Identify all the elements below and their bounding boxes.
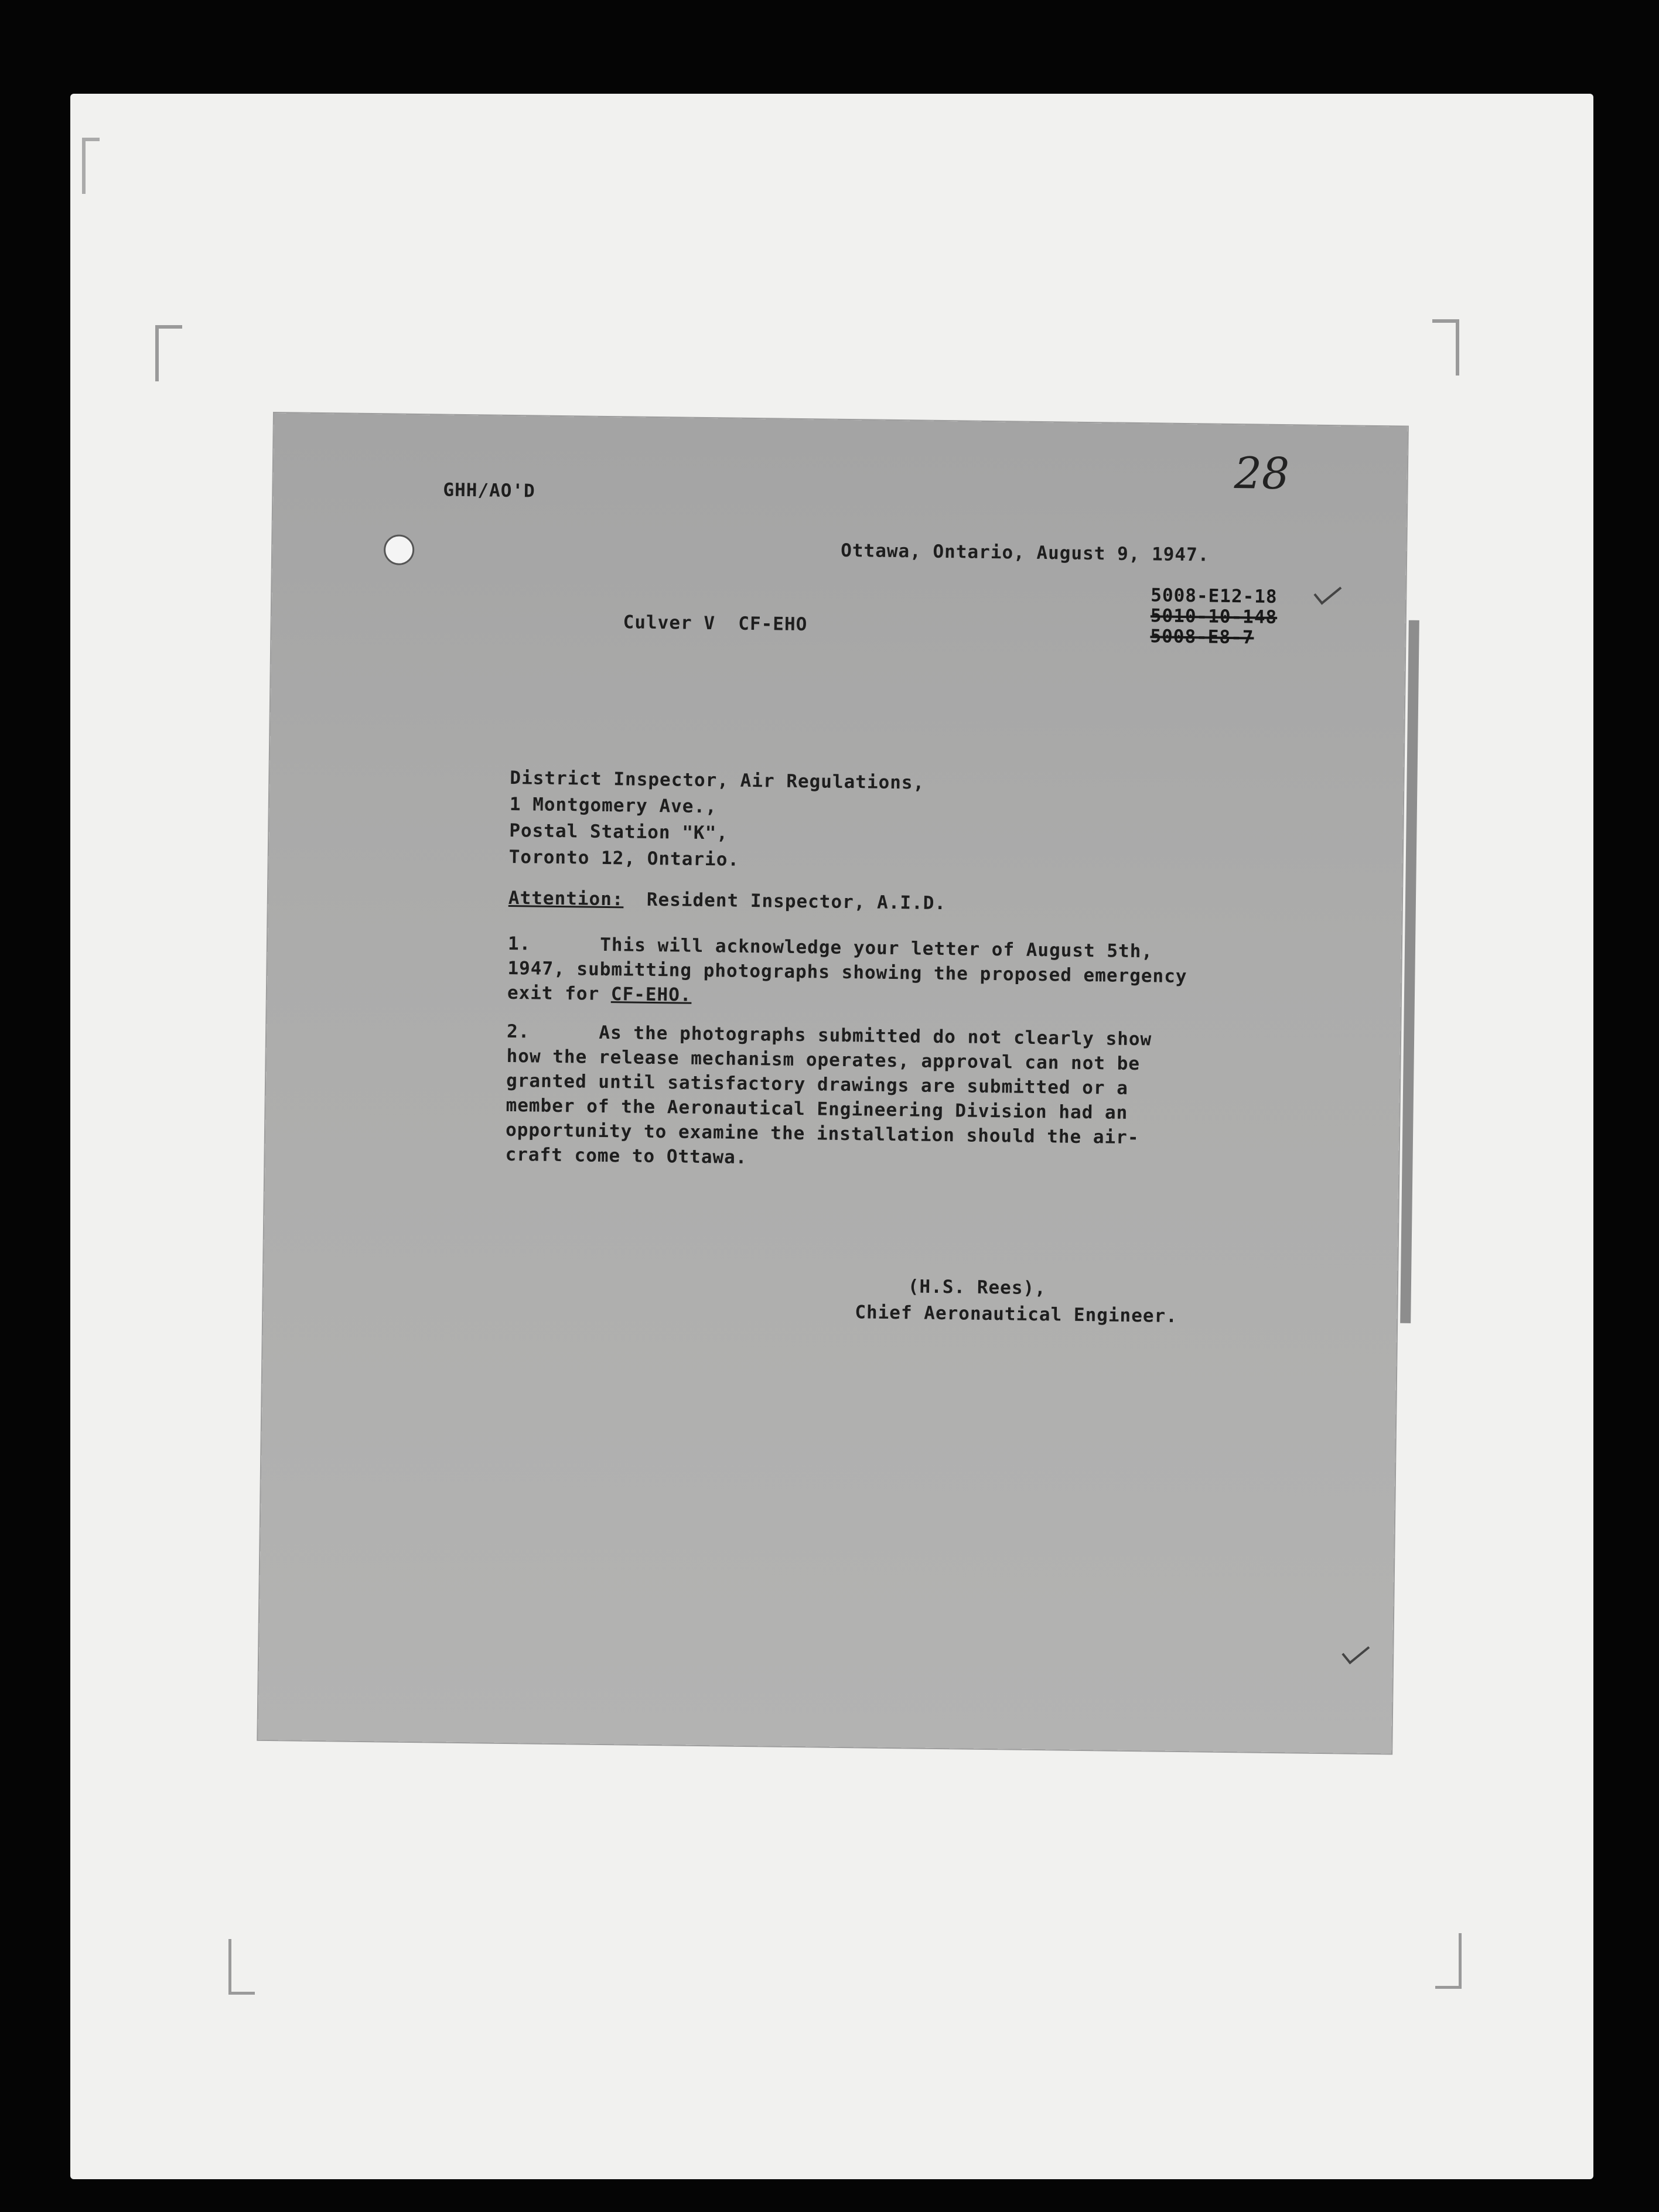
corner-crop-mark	[82, 138, 100, 194]
paragraph-2-number: 2.	[506, 1020, 530, 1043]
crop-bracket-top-left	[155, 325, 182, 381]
paragraph-2	[505, 1019, 1152, 1175]
file-reference-1: 5008-E12-18	[1151, 585, 1278, 607]
file-code: GHH/AO'D	[443, 479, 535, 502]
letter-sheet	[258, 413, 1408, 1753]
paragraph-1-line-2: 1947, submitting photographs showing the proposed emergency	[507, 957, 1187, 988]
paragraph-1	[507, 931, 1188, 1013]
addressee-line-1: District Inspector, Air Regulations,	[510, 767, 925, 794]
paragraph-2-line-4: member of the Aeronautical Engineering Division had an	[506, 1094, 1128, 1124]
paragraph-1-aircraft-ref: CF-EHO.	[610, 984, 692, 1006]
attention-label: Attention:	[508, 887, 624, 910]
punch-hole	[384, 534, 415, 565]
paragraph-2-line-3: granted until satisfactory drawings are submitted or a	[506, 1070, 1129, 1099]
paragraph-1-line-3-prefix: exit for	[507, 982, 612, 1005]
crop-bracket-bottom-left	[228, 1939, 255, 1995]
paragraph-2-line-6: craft come to Ottawa.	[505, 1143, 747, 1168]
paragraph-1-line-1: This will acknowledge your letter of August 5th,	[600, 934, 1153, 962]
attention-line	[508, 887, 947, 914]
paragraph-2-line-1: As the photographs submitted do not clearly show	[599, 1022, 1152, 1050]
handwritten-page-number: 28	[1234, 448, 1290, 500]
addressee-line-3: Postal Station "K",	[509, 820, 729, 844]
paragraph-2-line-2: how the release mechanism operates, approval can not be	[506, 1045, 1141, 1075]
subject-line: Culver V CF-EHO	[623, 612, 808, 636]
addressee-line-4: Toronto 12, Ontario.	[508, 846, 740, 871]
tick-mark	[1313, 579, 1341, 605]
date-line: Ottawa, Ontario, August 9, 1947.	[840, 540, 1210, 566]
checkmark-bottom	[1341, 1638, 1370, 1664]
attention-text: Resident Inspector, A.I.D.	[646, 889, 947, 914]
crop-bracket-bottom-right	[1435, 1933, 1462, 1989]
addressee-line-2: 1 Montgomery Ave.,	[509, 793, 718, 818]
signature-name: (H.S. Rees),	[907, 1276, 1047, 1299]
file-reference-2: 5010-10-148	[1150, 605, 1278, 628]
paragraph-1-number: 1.	[507, 933, 531, 955]
signature-title: Chief Aeronautical Engineer.	[855, 1302, 1178, 1327]
paragraph-2-line-5: opportunity to examine the installation should the air-	[505, 1119, 1139, 1149]
file-reference-3: 5008-E8-7	[1150, 626, 1254, 648]
crop-bracket-top-right	[1432, 319, 1459, 376]
